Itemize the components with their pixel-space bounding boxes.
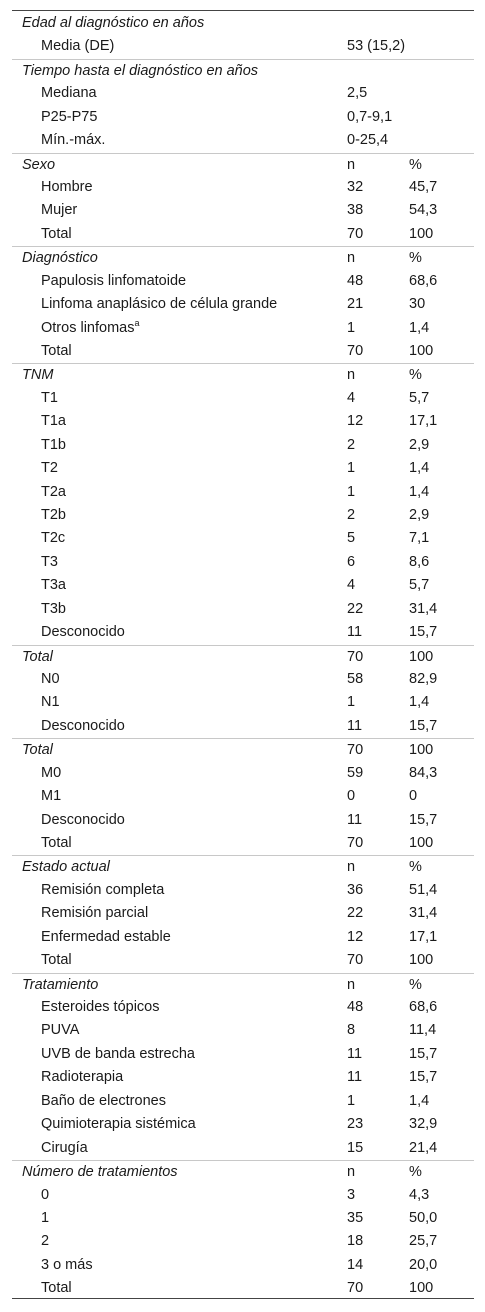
label-text: Cirugía: [41, 1139, 88, 1156]
percent-cell: 30: [409, 296, 426, 313]
label-text: Desconocido: [41, 717, 125, 734]
label-text: Baño de electrones: [41, 1092, 166, 1109]
table-row: [12, 527, 474, 550]
row-label: [41, 387, 58, 410]
percent-cell: 17,1: [409, 928, 438, 945]
value-cell: 4: [347, 577, 356, 594]
row-label: [41, 1230, 49, 1253]
percent-cell: 45,7: [409, 179, 438, 195]
table-row: [12, 902, 474, 925]
percent-cell: 100: [409, 952, 434, 969]
percent-cell: 20,0: [409, 1256, 438, 1273]
label-text: 2: [41, 1233, 50, 1250]
row-label: [41, 691, 60, 714]
percent-cell: 5,7: [409, 389, 430, 406]
value-cell: 14: [347, 1256, 364, 1273]
row-label: [41, 1066, 123, 1089]
value-cell: n: [347, 367, 356, 384]
section-label: [22, 60, 258, 83]
row-label: [41, 926, 171, 949]
table-row: [12, 785, 474, 808]
percent-cell: 15,7: [409, 811, 438, 828]
percent-cell: 1,4: [409, 483, 430, 500]
label-text: Quimioterapia sistémica: [41, 1116, 196, 1133]
table-row: [12, 1184, 474, 1207]
value-cell: 11: [347, 717, 363, 734]
table-row: [12, 457, 474, 480]
row-label: [41, 1019, 79, 1042]
percent-cell: 51,4: [409, 881, 438, 898]
table-row: [12, 809, 474, 832]
value-cell: n: [347, 1164, 356, 1181]
table-bottom-rule: [12, 1298, 474, 1299]
value-cell: 2: [347, 436, 356, 453]
value-cell: 2,5: [347, 85, 368, 102]
label-text: 1: [41, 1209, 50, 1226]
table-row: [12, 1254, 474, 1277]
label-text: Total: [22, 648, 53, 665]
table-row: [12, 668, 474, 691]
label-text: T3a: [41, 577, 66, 594]
label-text: T2c: [41, 530, 66, 547]
row-label: [41, 35, 114, 58]
label-text: Enfermedad estable: [41, 928, 171, 945]
section-label: [22, 974, 98, 997]
value-cell: 5: [347, 530, 356, 547]
label-text: 0: [41, 1186, 50, 1203]
value-cell: 48: [347, 272, 364, 289]
value-cell: 21: [347, 296, 364, 313]
row-label: [41, 715, 125, 738]
section-label: [22, 154, 55, 177]
label-text: Esteroides tópicos: [41, 999, 160, 1016]
value-cell: 53 (15,2): [347, 38, 406, 55]
value-cell: 58: [347, 671, 364, 688]
label-text: 3 o más: [41, 1256, 93, 1273]
label-text: Otros linfomas: [41, 319, 135, 336]
label-text: Total: [41, 225, 72, 242]
row-label: [41, 902, 148, 925]
label-text: Linfoma anaplásico de célula grande: [41, 296, 278, 313]
label-text: Total: [41, 1280, 72, 1297]
value-cell: 12: [347, 413, 364, 430]
label-text: Desconocido: [41, 624, 125, 641]
label-text: Media (DE): [41, 38, 115, 55]
value-cell: n: [347, 250, 356, 267]
table-row: [12, 481, 474, 504]
percent-cell: %: [409, 859, 422, 876]
label-text: Total: [41, 343, 72, 360]
label-text: Estado actual: [22, 859, 110, 876]
row-label: [41, 996, 159, 1019]
label-text: Remisión completa: [41, 881, 165, 898]
percent-cell: 31,4: [409, 905, 438, 922]
row-label: [41, 457, 58, 480]
row-label: [41, 1090, 166, 1113]
value-cell: 6: [347, 553, 356, 570]
table-row: [12, 434, 474, 457]
table-row: [12, 551, 474, 574]
value-cell: 22: [347, 905, 364, 922]
percent-cell: 15,7: [409, 1069, 438, 1086]
percent-cell: 1,4: [409, 694, 430, 711]
percent-cell: 21,4: [409, 1139, 438, 1156]
label-text: M1: [41, 788, 62, 805]
table-row: [12, 340, 474, 363]
table-row: [12, 504, 474, 527]
table-row: [12, 1207, 474, 1230]
percent-cell: 84,3: [409, 764, 438, 781]
value-cell: 12: [347, 928, 364, 945]
table-row: [12, 1113, 474, 1136]
percent-cell: 31,4: [409, 600, 438, 617]
row-label: [41, 223, 72, 246]
value-cell: 1: [347, 1092, 356, 1109]
section-header-row: [12, 363, 474, 387]
row-label: [41, 82, 97, 105]
label-text: Desconocido: [41, 811, 125, 828]
label-text: Sexo: [22, 156, 56, 173]
value-cell: 70: [347, 952, 364, 969]
percent-cell: 1,4: [409, 460, 430, 477]
row-label: [41, 317, 140, 340]
value-cell: 70: [347, 742, 364, 759]
label-text: M0: [41, 764, 62, 781]
value-cell: 23: [347, 1116, 364, 1133]
percent-cell: 82,9: [409, 671, 438, 688]
table-row: [12, 762, 474, 785]
table-row: [12, 1043, 474, 1066]
row-label: [41, 551, 58, 574]
value-cell: 59: [347, 764, 364, 781]
value-cell: 1: [347, 319, 356, 336]
table-row: [12, 1090, 474, 1113]
label-text: Hombre: [41, 179, 93, 195]
row-label: [41, 832, 72, 855]
table-row: [12, 35, 474, 58]
label-text: Mediana: [41, 85, 97, 102]
percent-cell: 2,9: [409, 507, 430, 524]
table-row: [12, 715, 474, 738]
value-cell: 36: [347, 881, 364, 898]
row-label: [41, 809, 125, 832]
value-cell: 3: [347, 1186, 356, 1203]
table-row: [12, 832, 474, 855]
value-cell: 32: [347, 179, 364, 195]
value-cell: 48: [347, 999, 364, 1016]
label-text: Tratamiento: [22, 976, 99, 993]
percent-cell: %: [409, 367, 422, 384]
value-cell: 70: [347, 1280, 364, 1297]
percent-cell: 68,6: [409, 999, 438, 1016]
section-label: [22, 1161, 178, 1184]
table-top-rule: [12, 10, 474, 11]
section-header-row: [12, 246, 474, 270]
row-label: [41, 668, 60, 691]
label-text: Total: [41, 835, 72, 852]
label-text: T3b: [41, 600, 66, 617]
section-label: [22, 739, 53, 762]
percent-cell: 50,0: [409, 1209, 438, 1226]
section-label: [22, 364, 53, 387]
value-cell: 11: [347, 1045, 363, 1062]
table-row: [12, 879, 474, 902]
value-cell: 1: [347, 694, 356, 711]
section-label: [22, 646, 53, 669]
value-cell: n: [347, 976, 356, 993]
percent-cell: %: [409, 156, 422, 173]
section-header-row: [12, 1160, 474, 1184]
percent-cell: 17,1: [409, 413, 438, 430]
percent-cell: 100: [409, 742, 434, 759]
label-text: N1: [41, 694, 60, 711]
value-cell: 70: [347, 835, 364, 852]
row-label: [41, 176, 93, 199]
value-cell: 70: [347, 648, 364, 665]
percent-cell: 11,4: [409, 1022, 437, 1039]
value-cell: 1: [347, 483, 356, 500]
label-text: Radioterapia: [41, 1069, 124, 1086]
label-text: Número de tratamientos: [22, 1164, 178, 1181]
label-text: T2: [41, 460, 58, 477]
percent-cell: 7,1: [409, 530, 430, 547]
percent-cell: 15,7: [409, 624, 438, 641]
row-label: [41, 106, 97, 129]
row-label: [41, 1184, 49, 1207]
label-text: Total: [22, 742, 53, 759]
percent-cell: 100: [409, 648, 434, 665]
section-header-row: [12, 855, 474, 879]
row-label: [41, 1043, 195, 1066]
row-label: [41, 1254, 93, 1277]
value-cell: 70: [347, 343, 364, 360]
row-label: [41, 481, 66, 504]
table-row: [12, 82, 474, 105]
table-row: [12, 106, 474, 129]
value-cell: 0: [347, 788, 356, 805]
row-label: [41, 1113, 196, 1136]
percent-cell: 54,3: [409, 202, 438, 219]
value-cell: 11: [347, 624, 363, 641]
value-cell: 18: [347, 1233, 364, 1250]
row-label: [41, 434, 66, 457]
percent-cell: 1,4: [409, 319, 430, 336]
section-header-row: [12, 153, 474, 177]
percent-cell: 100: [409, 343, 434, 360]
row-label: [41, 785, 61, 808]
label-text: Remisión parcial: [41, 905, 149, 922]
label-text: P25-P75: [41, 108, 98, 125]
value-cell: 0-25,4: [347, 132, 389, 149]
row-label: [41, 129, 105, 152]
value-cell: 8: [347, 1022, 356, 1039]
table-row: [12, 1066, 474, 1089]
row-label: [41, 1137, 88, 1160]
value-cell: 22: [347, 600, 364, 617]
value-cell: 1: [347, 460, 356, 477]
table-row: [12, 176, 474, 199]
percent-cell: 15,7: [409, 717, 438, 734]
table-row: [12, 926, 474, 949]
table-row: [12, 410, 474, 433]
table-row: [12, 129, 474, 152]
label-text: N0: [41, 671, 60, 688]
table-row: [12, 293, 474, 316]
value-cell: n: [347, 156, 356, 173]
label-text: Mín.-máx.: [41, 132, 106, 149]
value-cell: n: [347, 859, 356, 876]
label-text: Total: [41, 952, 72, 969]
table-row: [12, 270, 474, 293]
value-cell: 35: [347, 1209, 364, 1226]
section-header-row: [12, 645, 474, 669]
percent-cell: 68,6: [409, 272, 438, 289]
percent-cell: 25,7: [409, 1233, 438, 1250]
percent-cell: %: [409, 976, 422, 993]
row-label: [41, 598, 66, 621]
label-text: Tiempo hasta el diagnóstico en años: [22, 62, 259, 79]
table-row: [12, 387, 474, 410]
table-row: [12, 199, 474, 222]
table-row: [12, 1230, 474, 1253]
section-header-row: [12, 12, 474, 35]
value-cell: 38: [347, 202, 364, 219]
row-label: [41, 504, 66, 527]
value-cell: 2: [347, 507, 356, 524]
row-label: [41, 574, 66, 597]
row-label: [41, 527, 65, 550]
label-text: Edad al diagnóstico en años: [22, 15, 205, 31]
row-label: [41, 270, 186, 293]
label-text: T2a: [41, 483, 66, 500]
table-row: [12, 949, 474, 972]
table-row: [12, 621, 474, 644]
table-row: [12, 223, 474, 246]
value-cell: 11: [347, 1069, 363, 1086]
row-label: [41, 621, 125, 644]
percent-cell: 8,6: [409, 553, 430, 570]
row-label: [41, 340, 72, 363]
row-label: [41, 949, 72, 972]
percent-cell: 2,9: [409, 436, 430, 453]
table-row: [12, 1277, 474, 1300]
percent-cell: 100: [409, 1280, 434, 1297]
label-text: T2b: [41, 507, 66, 524]
row-label: [41, 1277, 72, 1300]
percent-cell: 15,7: [409, 1045, 438, 1062]
label-text: Papulosis linfomatoide: [41, 272, 187, 289]
table-row: [12, 574, 474, 597]
row-label: [41, 879, 164, 902]
table-row: [12, 691, 474, 714]
percent-cell: 32,9: [409, 1116, 438, 1133]
label-text: UVB de banda estrecha: [41, 1045, 195, 1062]
value-cell: 70: [347, 225, 364, 242]
percent-cell: 100: [409, 835, 434, 852]
label-text: Mujer: [41, 202, 78, 219]
section-label: [22, 247, 98, 270]
label-text: T3: [41, 553, 58, 570]
label-text: PUVA: [41, 1022, 80, 1039]
table-row: [12, 598, 474, 621]
value-cell: 0,7-9,1: [347, 108, 393, 125]
percent-cell: 1,4: [409, 1092, 430, 1109]
row-label: [41, 293, 277, 316]
percent-cell: 5,7: [409, 577, 430, 594]
value-cell: 11: [347, 811, 363, 828]
table-row: [12, 317, 474, 340]
row-label: [41, 1207, 49, 1230]
row-label: [41, 410, 66, 433]
label-text: T1b: [41, 436, 66, 453]
percent-cell: %: [409, 1164, 422, 1181]
percent-cell: %: [409, 250, 422, 267]
table-row: [12, 1137, 474, 1160]
row-label: [41, 762, 61, 785]
footnote-marker: a: [134, 317, 140, 328]
label-text: Diagnóstico: [22, 250, 98, 267]
percent-cell: 100: [409, 225, 434, 242]
value-cell: 4: [347, 389, 356, 406]
section-header-row: [12, 738, 474, 762]
label-text: TNM: [22, 367, 54, 384]
table-row: [12, 996, 474, 1019]
percent-cell: 0: [409, 788, 418, 805]
row-label: [41, 199, 77, 222]
section-label: [22, 856, 110, 879]
label-text: T1: [41, 389, 58, 406]
percent-cell: 4,3: [409, 1186, 430, 1203]
table-row: [12, 1019, 474, 1042]
value-cell: 15: [347, 1139, 364, 1156]
section-label: [22, 12, 204, 35]
section-header-row: [12, 59, 474, 83]
label-text: T1a: [41, 413, 66, 430]
section-header-row: [12, 973, 474, 997]
